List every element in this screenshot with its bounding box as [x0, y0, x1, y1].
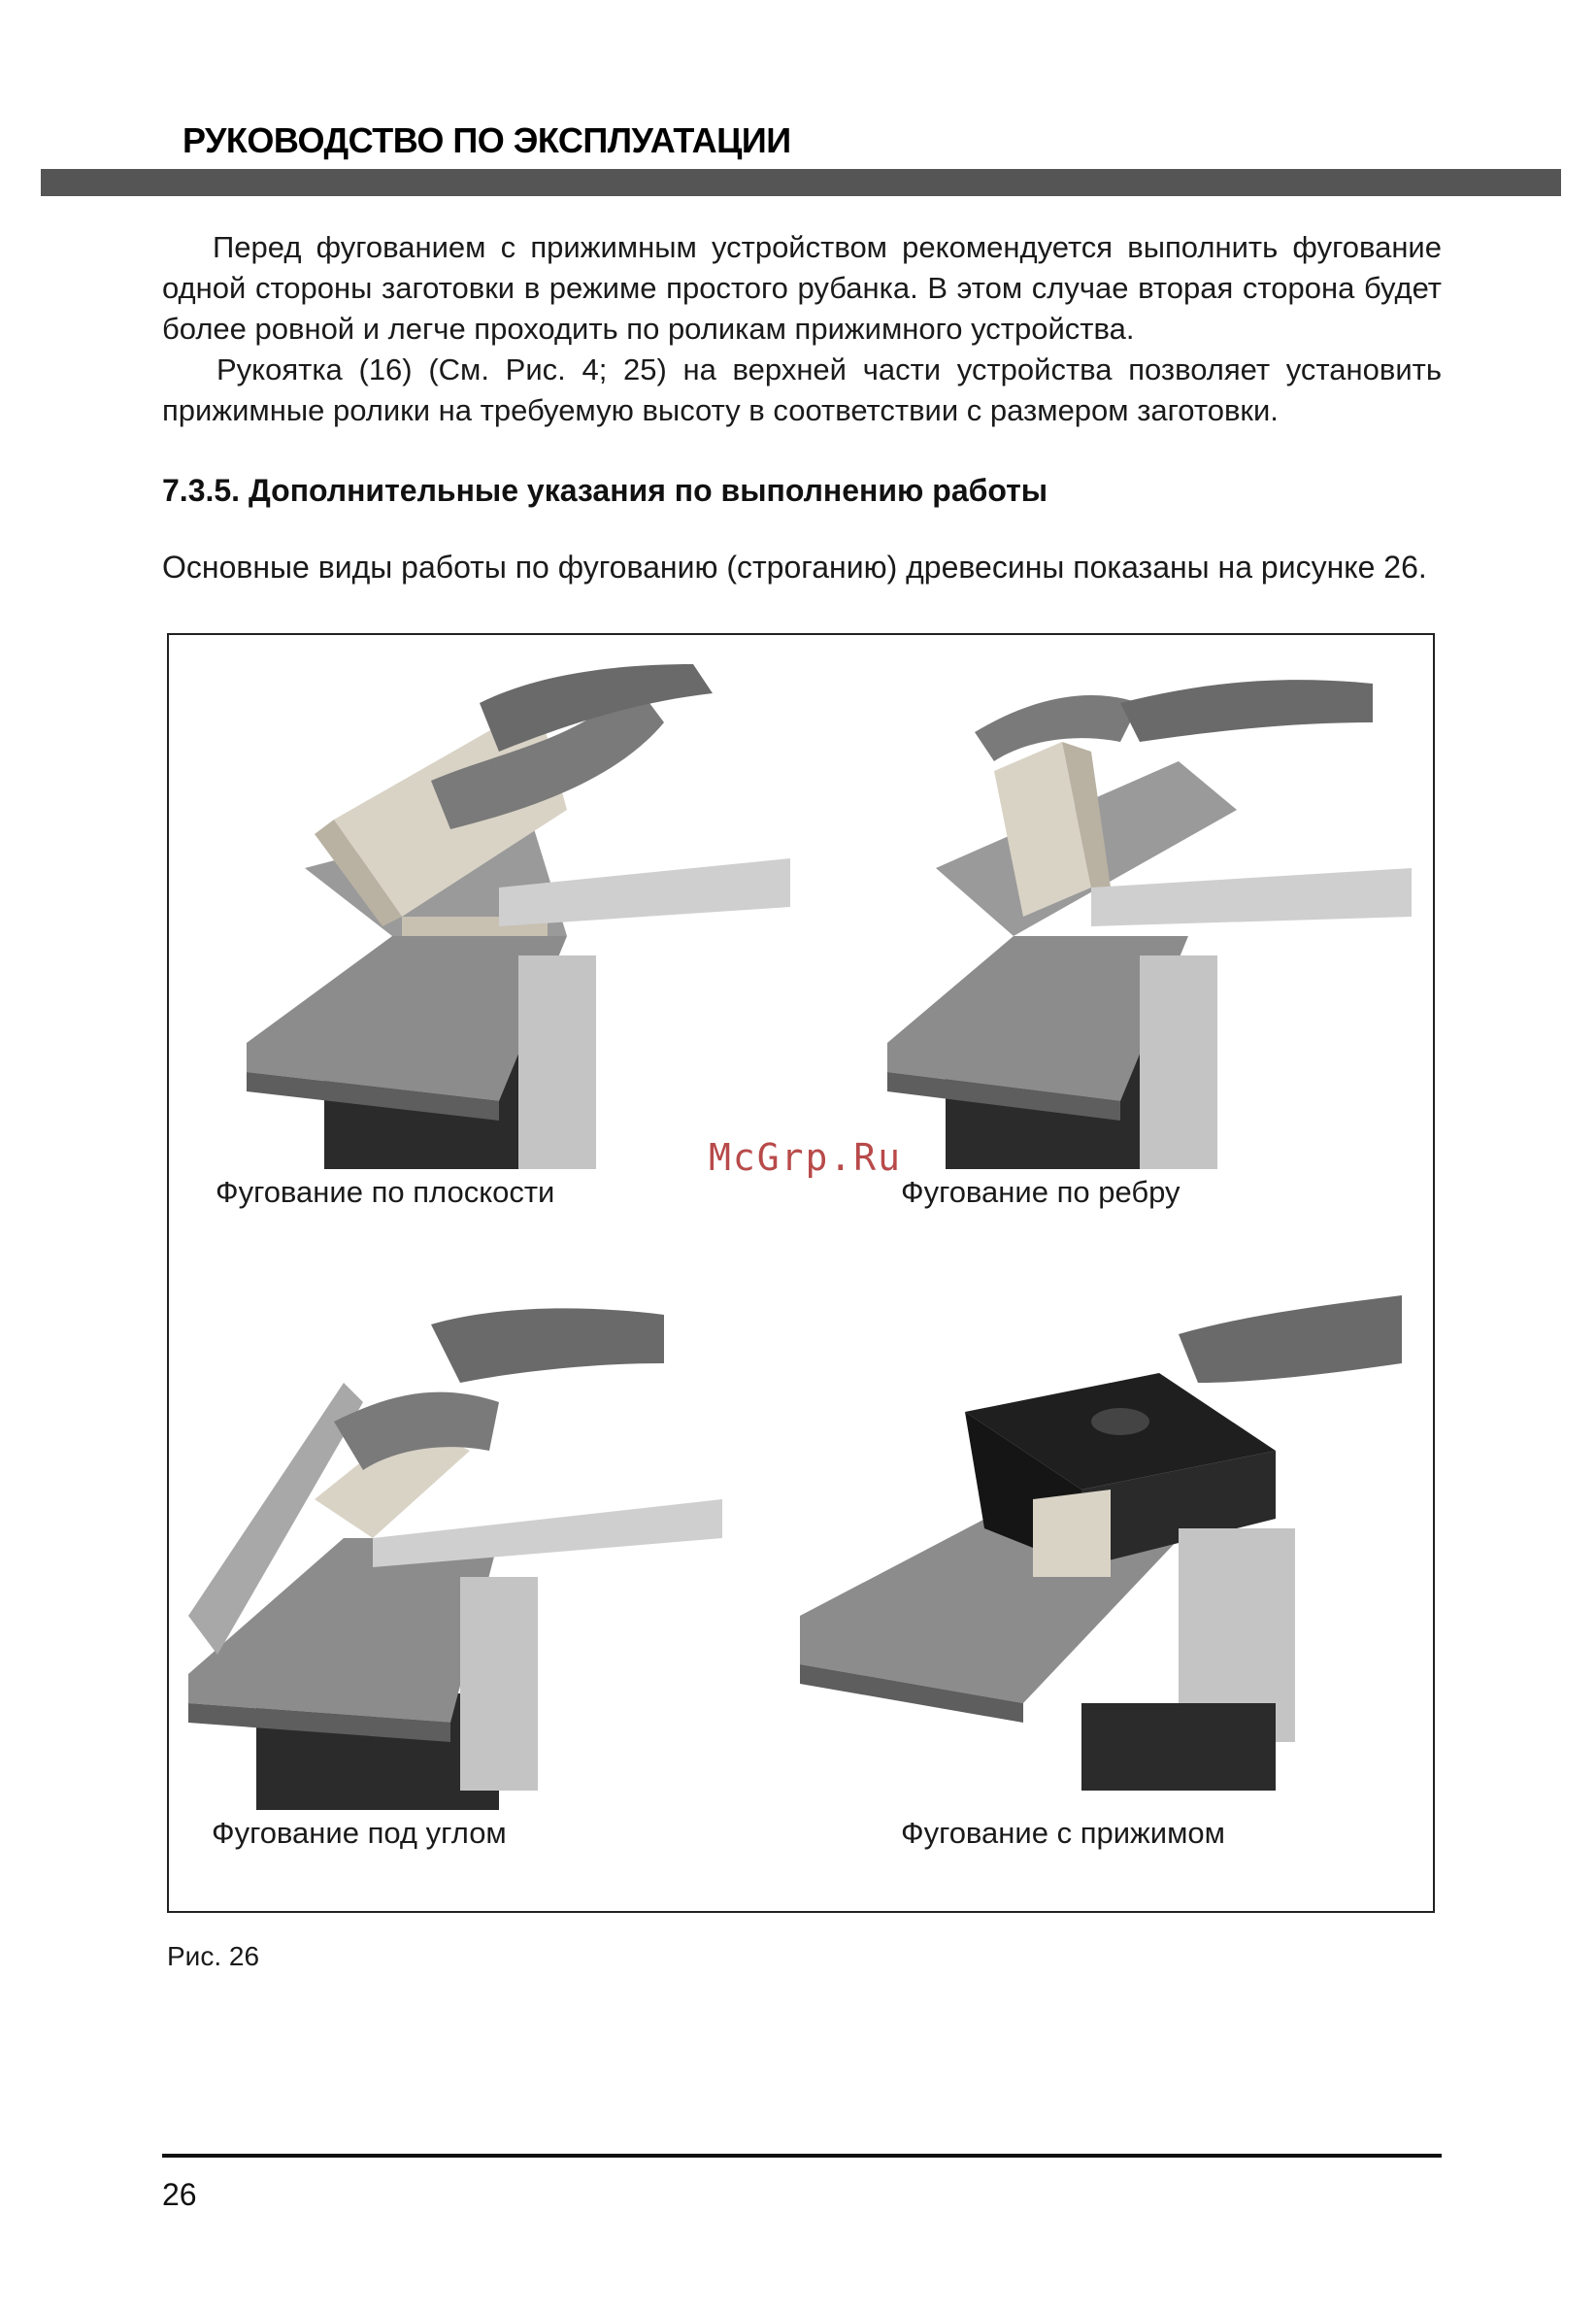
- caption-planing-holddown: Фугование с прижимом: [901, 1816, 1225, 1850]
- section-heading: 7.3.5. Дополнительные указания по выполнению работы: [162, 473, 1048, 508]
- caption-planing-flat: Фугование по плоскости: [216, 1175, 555, 1209]
- paragraph-2: Рукоятка (16) (См. Рис. 4; 25) на верхней части устройства позволяет установить прижимные ролики на требуемую высоту в соответствии с размером заготовки.: [162, 352, 1442, 427]
- photo-planing-edge: [829, 664, 1412, 1169]
- figure-label: Рис. 26: [167, 1941, 260, 1971]
- paragraph-1: Перед фугованием с прижимным устройством рекомендуется выполнить фугование одной стороны заготовки в режиме простого рубанка. В этом случае вторая сторона будет более ровной и легче проходить по роликам прижимного устройства.: [162, 230, 1442, 346]
- photo-planing-holddown: [790, 1295, 1412, 1800]
- photo-planing-angle: [179, 1305, 761, 1810]
- page-header-title: РУКОВОДСТВО ПО ЭКСПЛУАТАЦИИ: [183, 120, 791, 160]
- intro-text: Основные виды работы по фугованию (строганию) древесины показаны на рисунке 26.: [162, 550, 1427, 585]
- header-bar: [41, 169, 1561, 196]
- watermark: McGrp.Ru: [709, 1136, 903, 1179]
- caption-planing-edge: Фугование по ребру: [901, 1175, 1180, 1209]
- caption-planing-angle: Фугование под углом: [212, 1816, 507, 1850]
- page-number: 26: [162, 2177, 197, 2212]
- photo-planing-flat: [208, 664, 790, 1169]
- footer-line: [162, 2154, 1442, 2158]
- figure-frame: [167, 633, 1435, 1913]
